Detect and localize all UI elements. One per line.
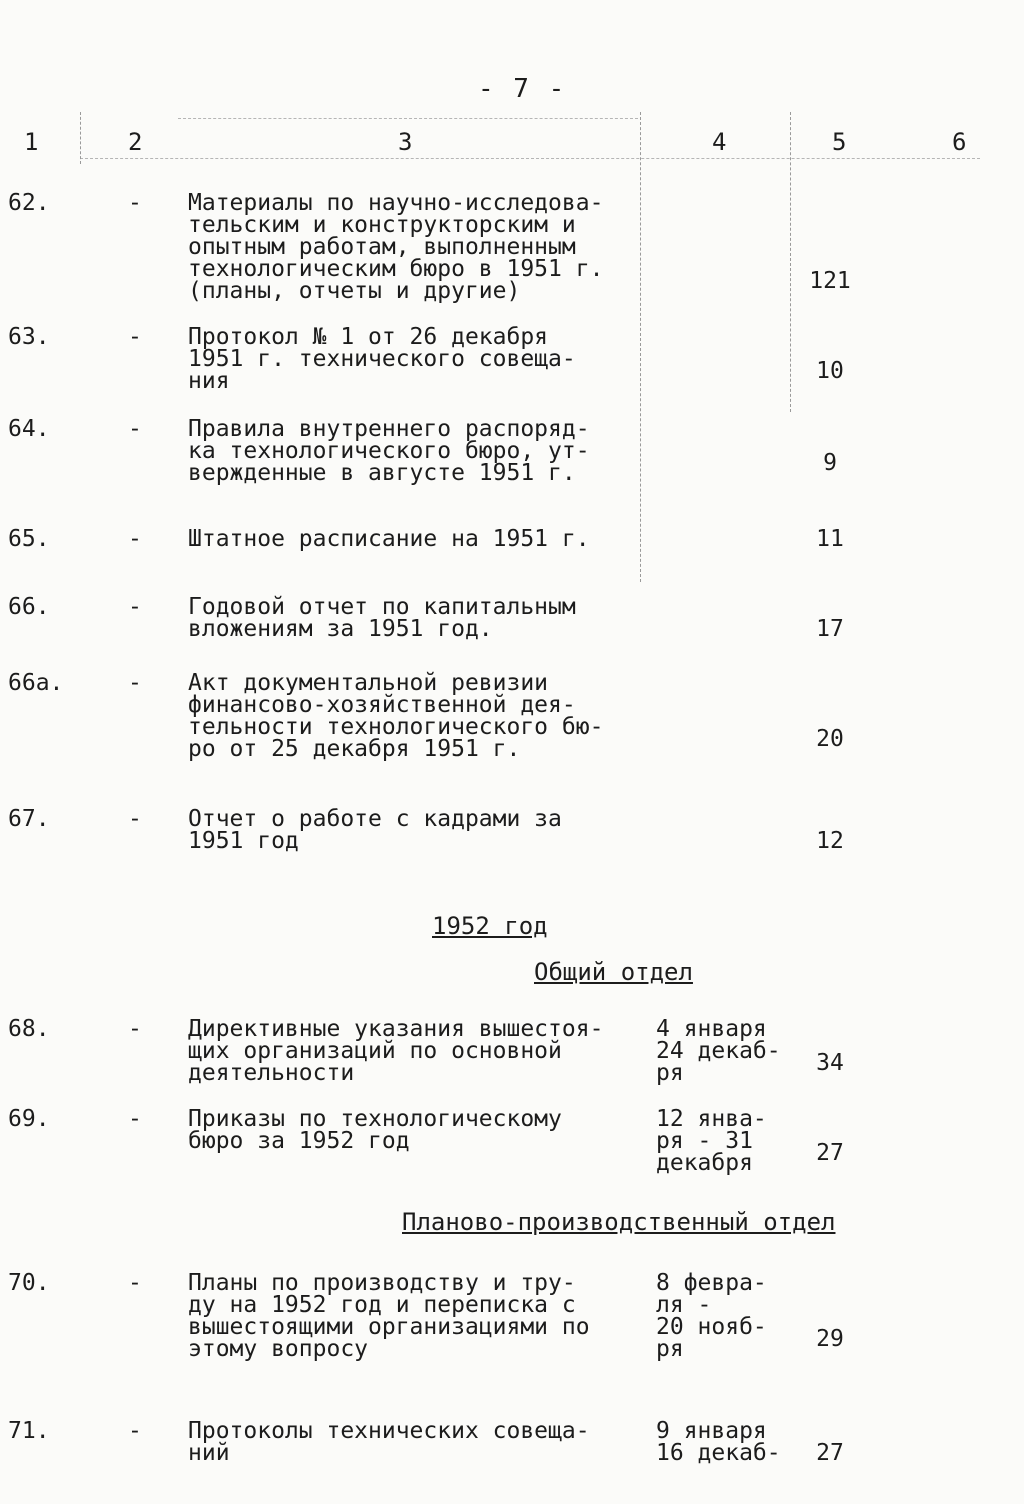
column-header-4: 4 [712, 128, 727, 156]
column-header-2: 2 [128, 128, 143, 156]
entry-sheet-count: 27 [816, 1140, 844, 1166]
column-divider [80, 112, 81, 164]
entry-title-line: Отчет о работе с кадрами за [188, 806, 562, 832]
entry-title-line: ро от 25 декабря 1951 г. [188, 736, 521, 762]
column-divider [790, 112, 791, 412]
entry-title-line: Протоколы технических совеща- [188, 1418, 590, 1444]
entry-title-line: ния [188, 368, 230, 394]
entry-number: 71. [8, 1418, 50, 1444]
entry-title [188, 1018, 638, 1084]
entry-title [188, 1272, 638, 1360]
entry-date-line: ря [656, 1336, 684, 1362]
page-number: - 7 - [478, 74, 567, 104]
entry-title [188, 192, 638, 302]
entry-title [188, 672, 638, 760]
entry-date-line: ля - [656, 1292, 712, 1318]
entry-sheet-count: 29 [816, 1326, 844, 1352]
column-header-1: 1 [24, 128, 39, 156]
entry-title-line: тельским и конструкторским и [188, 212, 576, 238]
entry-sheet-count: 10 [816, 358, 844, 384]
entry-title-line: финансово-хозяйственной дея- [188, 692, 576, 718]
entry-title-line: технологическим бюро в 1951 г. [188, 256, 604, 282]
entry-title-line: вложениям за 1951 год. [188, 616, 493, 642]
entry-dash: - [128, 416, 142, 442]
entry-sheet-count: 27 [816, 1440, 844, 1466]
entry-date-line: декабря [656, 1150, 753, 1176]
entry-title-line: щих организаций по основной [188, 1038, 562, 1064]
entry-title-line: Планы по производству и тру- [188, 1270, 576, 1296]
entry-dash: - [128, 190, 142, 216]
entry-dash: - [128, 1418, 142, 1444]
entry-number: 70. [8, 1270, 50, 1296]
entry-title-line: вержденные в августе 1951 г. [188, 460, 576, 486]
entry-title-line: ка технологического бюро, ут- [188, 438, 590, 464]
entry-title-line: Директивные указания вышестоя- [188, 1016, 604, 1042]
entry-date-line: 24 декаб- [656, 1038, 781, 1064]
entry-dates [656, 1272, 806, 1360]
entry-sheet-count: 34 [816, 1050, 844, 1076]
entry-title-line: этому вопросу [188, 1336, 369, 1362]
entry-number: 64. [8, 416, 50, 442]
entry-date-line: 20 нояб- [656, 1314, 767, 1340]
entry-title-line: тельности технологического бю- [188, 714, 604, 740]
column-header-6: 6 [952, 128, 967, 156]
entry-dash: - [128, 324, 142, 350]
entry-date-line: 12 янва- [656, 1106, 767, 1132]
header-rule [178, 118, 638, 119]
entry-title-line: деятельности [188, 1060, 355, 1086]
entry-dates [656, 1018, 806, 1084]
entry-title-line: Штатное расписание на 1951 г. [188, 526, 590, 552]
entry-title [188, 1420, 638, 1464]
entry-title-line: Правила внутреннего распоряд- [188, 416, 590, 442]
entry-dash: - [128, 1016, 142, 1042]
entry-sheet-count: 121 [809, 268, 851, 294]
entry-title-line: Приказы по технологическому [188, 1106, 562, 1132]
entry-number: 66. [8, 594, 50, 620]
column-divider [640, 112, 641, 582]
entry-title-line: вышестоящими организациями по [188, 1314, 590, 1340]
entry-sheet-count: 17 [816, 616, 844, 642]
entry-title [188, 418, 638, 484]
entry-sheet-count: 20 [816, 726, 844, 752]
section-planning-department: Планово-производственный отдел [402, 1208, 836, 1236]
entry-title-line: Годовой отчет по капитальным [188, 594, 576, 620]
entry-dash: - [128, 806, 142, 832]
entry-number: 63. [8, 324, 50, 350]
entry-number: 66а. [8, 670, 64, 696]
entry-title-line: бюро за 1952 год [188, 1128, 410, 1154]
entry-title-line: ний [188, 1440, 230, 1466]
entry-date-line: 9 января [656, 1418, 767, 1444]
entry-dates [656, 1108, 806, 1174]
entry-title [188, 326, 638, 392]
header-rule-bottom [80, 158, 980, 159]
entry-title [188, 596, 638, 640]
entry-number: 62. [8, 190, 50, 216]
entry-title [188, 808, 638, 852]
column-header-3: 3 [398, 128, 413, 156]
entry-title-line: 1951 г. технического совеща- [188, 346, 576, 372]
entry-title-line: (планы, отчеты и другие) [188, 278, 521, 304]
entry-dash: - [128, 1270, 142, 1296]
entry-title [188, 528, 638, 550]
entry-title-line: 1951 год [188, 828, 299, 854]
entry-date-line: 16 декаб- [656, 1440, 781, 1466]
entry-number: 67. [8, 806, 50, 832]
entry-sheet-count: 9 [823, 450, 837, 476]
entry-number: 69. [8, 1106, 50, 1132]
section-year: 1952 год [432, 912, 548, 940]
entry-dash: - [128, 594, 142, 620]
entry-sheet-count: 11 [816, 526, 844, 552]
entry-dates [656, 1420, 806, 1464]
entry-number: 65. [8, 526, 50, 552]
section-general-department: Общий отдел [534, 958, 693, 986]
column-header-5: 5 [832, 128, 847, 156]
entry-sheet-count: 12 [816, 828, 844, 854]
entry-dash: - [128, 526, 142, 552]
entry-date-line: ря - 31 [656, 1128, 753, 1154]
entry-date-line: 4 января [656, 1016, 767, 1042]
entry-title-line: опытным работам, выполненным [188, 234, 576, 260]
entry-date-line: ря [656, 1060, 684, 1086]
entry-date-line: 8 февра- [656, 1270, 767, 1296]
entry-title [188, 1108, 638, 1152]
entry-title-line: Протокол № 1 от 26 декабря [188, 324, 549, 350]
entry-title-line: Акт документальной ревизии [188, 670, 549, 696]
entry-title-line: Материалы по научно-исследова- [188, 190, 604, 216]
entry-number: 68. [8, 1016, 50, 1042]
entry-dash: - [128, 670, 142, 696]
entry-dash: - [128, 1106, 142, 1132]
entry-title-line: ду на 1952 год и переписка с [188, 1292, 576, 1318]
